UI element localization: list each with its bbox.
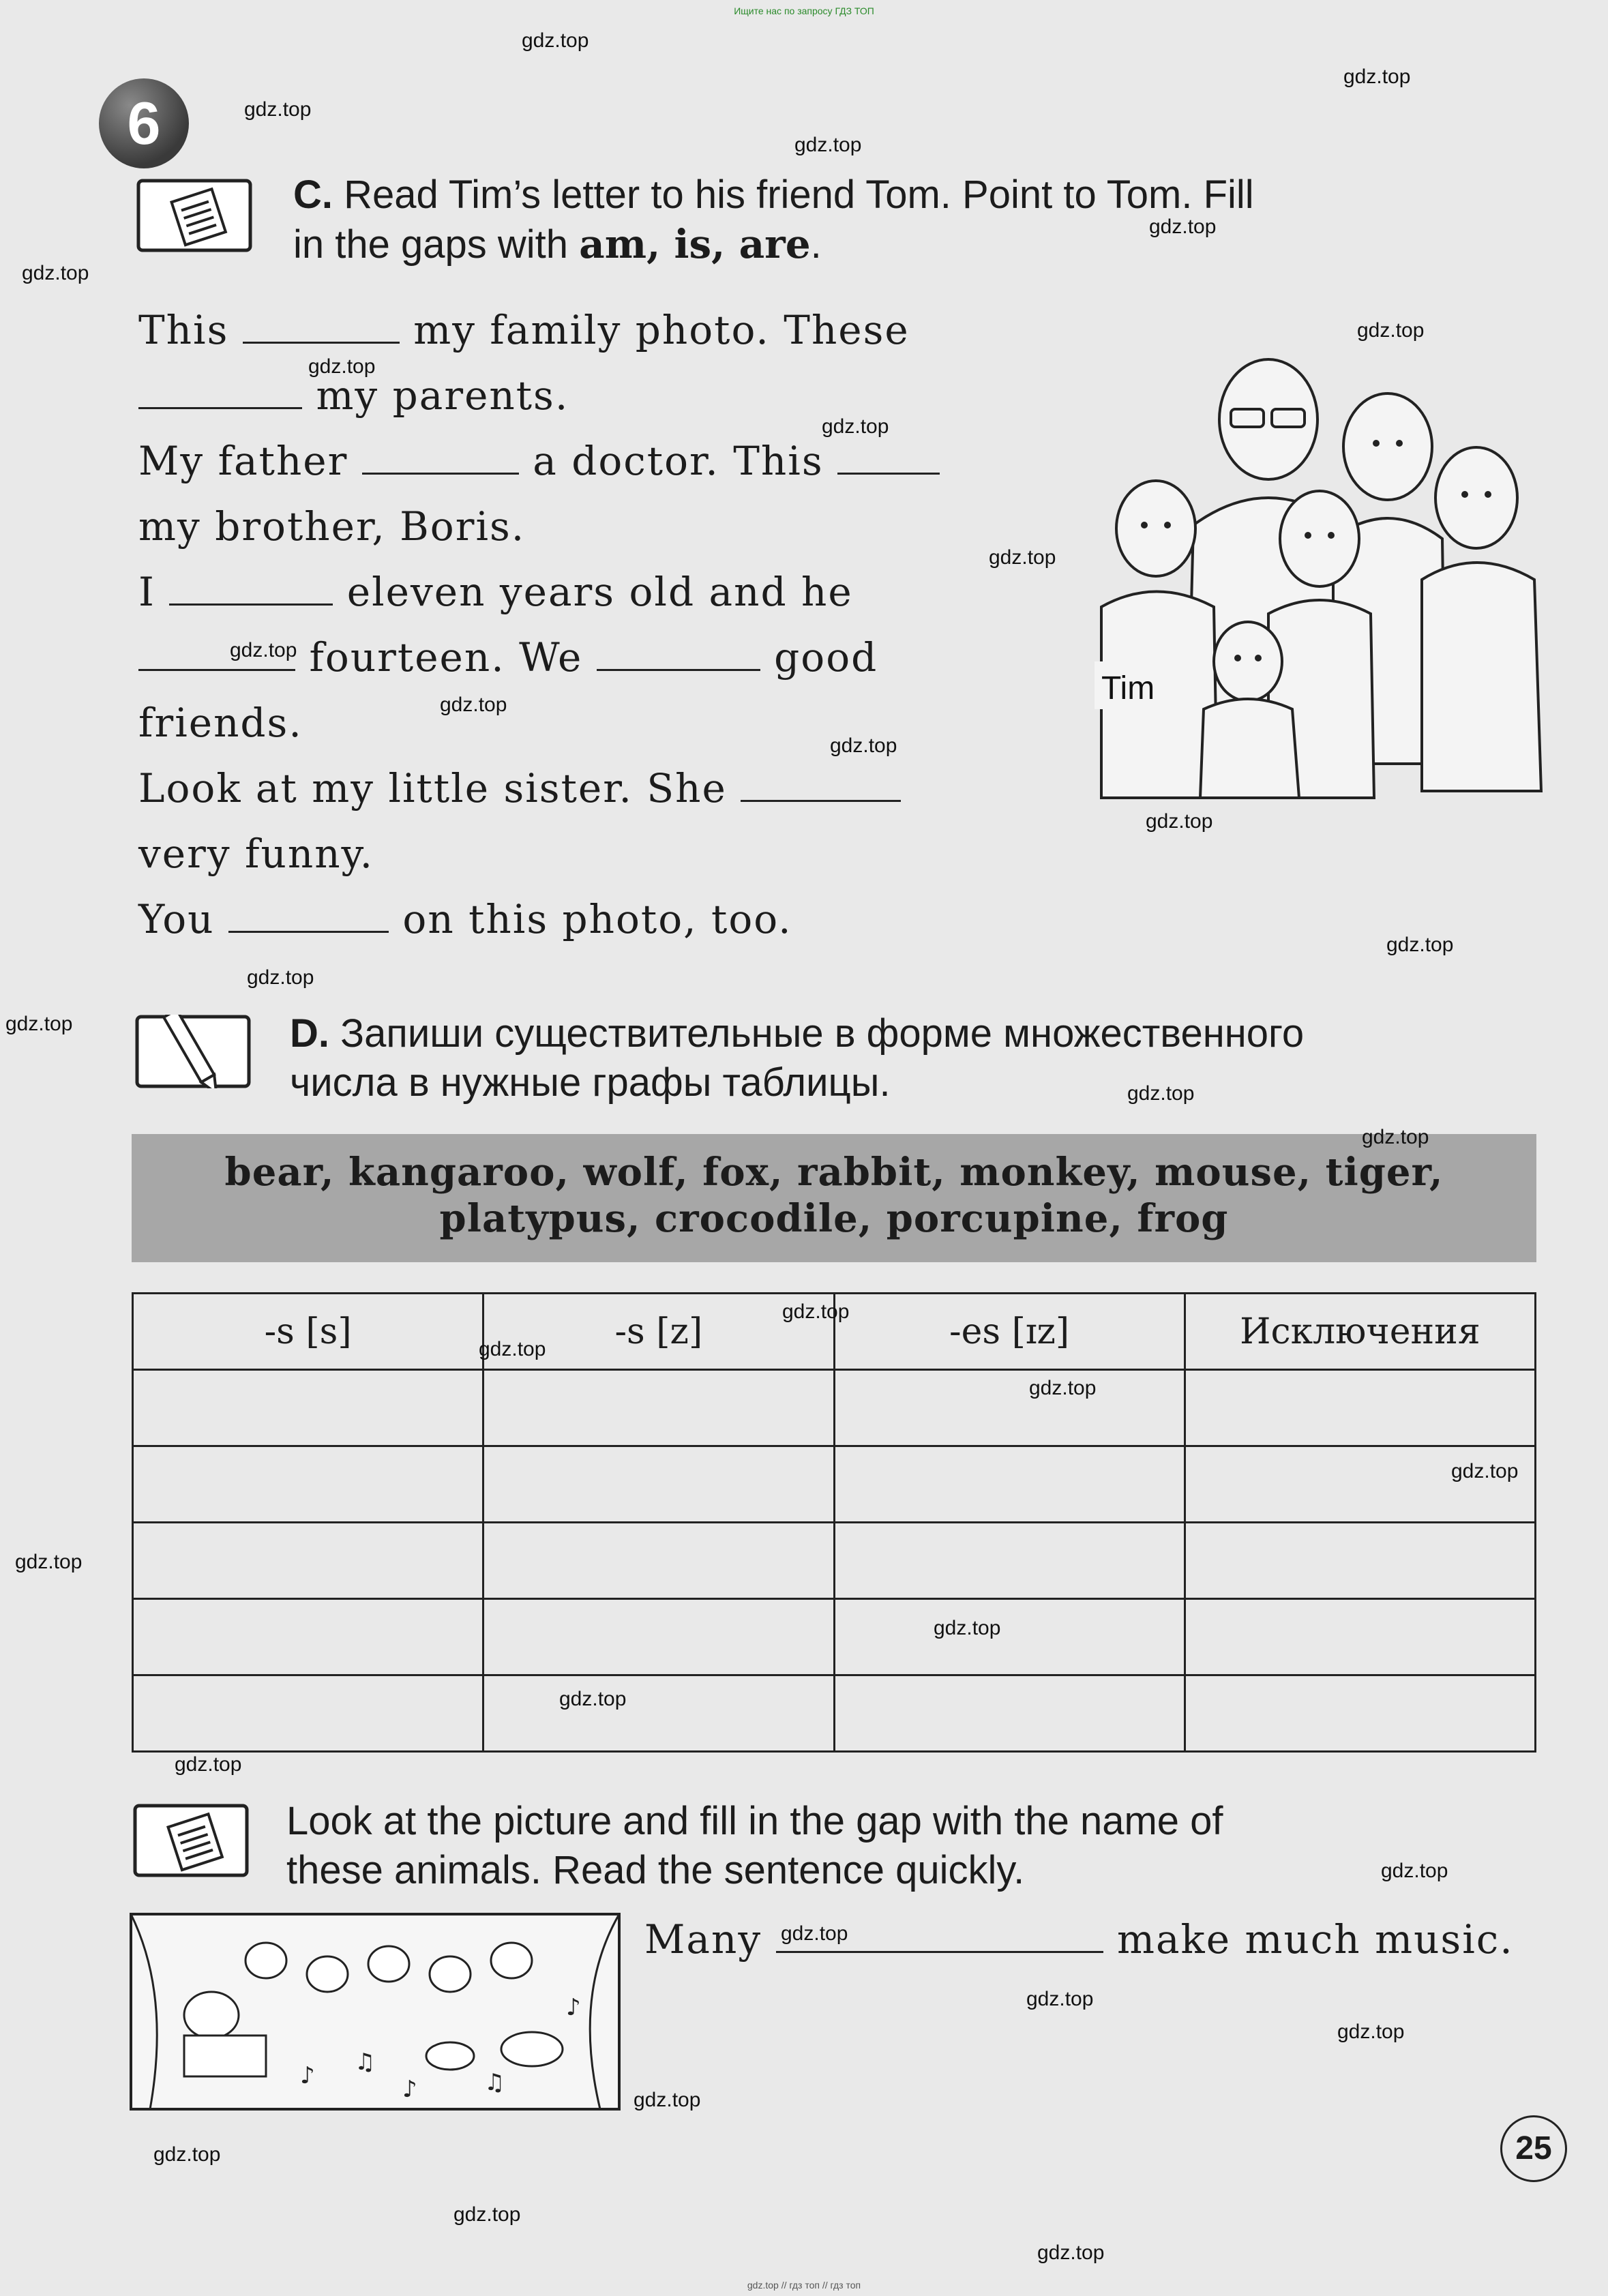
notebook-icon-2 xyxy=(133,1804,249,1877)
task-c-words: am, is, are xyxy=(579,221,811,267)
watermark: gdz.top xyxy=(822,415,889,438)
watermark: gdz.top xyxy=(1386,934,1454,956)
watermark: gdz.top xyxy=(781,1922,848,1945)
line-text: You xyxy=(138,896,215,942)
watermark: gdz.top xyxy=(22,262,89,284)
task-c-line2: in the gaps with xyxy=(293,222,569,267)
family-photo-illustration xyxy=(1064,355,1562,805)
header-s-s: -s [s] xyxy=(133,1294,483,1370)
line-text: I xyxy=(138,569,155,615)
watermark: gdz.top xyxy=(244,98,312,121)
watermark: gdz.top xyxy=(1362,1126,1429,1148)
task-c-period: . xyxy=(810,222,822,267)
watermark: gdz.top xyxy=(247,966,314,989)
gap-3[interactable] xyxy=(362,443,519,475)
table-cell[interactable] xyxy=(483,1370,834,1446)
table-cell[interactable] xyxy=(133,1446,483,1523)
notebook-icon xyxy=(136,179,252,252)
watermark: gdz.top xyxy=(453,2203,521,2226)
task-d-instruction xyxy=(290,1009,1538,1107)
letter-line-10 xyxy=(138,896,792,942)
task-c-letter: C. xyxy=(293,173,333,217)
line-text: my parents. xyxy=(316,372,569,419)
letter-line-9 xyxy=(138,831,374,877)
table-row xyxy=(133,1523,1536,1599)
gap-2[interactable] xyxy=(138,377,302,409)
table-cell[interactable] xyxy=(483,1599,834,1675)
watermark: gdz.top xyxy=(1146,810,1213,833)
watermark: gdz.top xyxy=(1343,65,1411,88)
watermark: gdz.top xyxy=(1337,2021,1405,2043)
table-row xyxy=(133,1370,1536,1446)
table-row xyxy=(133,1599,1536,1675)
line-text: on this photo, too. xyxy=(402,896,792,942)
table-cell[interactable] xyxy=(483,1446,834,1523)
watermark: gdz.top xyxy=(153,2143,221,2166)
table-cell[interactable] xyxy=(1185,1599,1535,1675)
line-text: This xyxy=(138,307,229,353)
header-s-z: -s [z] xyxy=(483,1294,834,1370)
line-text: friends. xyxy=(138,700,303,746)
header-link[interactable]: Ищите нас по запросу ГДЗ ТОП xyxy=(734,5,874,16)
line-text: good xyxy=(774,634,878,681)
table-cell[interactable] xyxy=(1185,1370,1535,1446)
table-cell[interactable] xyxy=(133,1370,483,1446)
header-exceptions: Исключения xyxy=(1185,1294,1535,1370)
watermark: gdz.top xyxy=(989,546,1056,569)
watermark: gdz.top xyxy=(1451,1460,1519,1482)
table-cell[interactable] xyxy=(133,1599,483,1675)
footer-links[interactable]: gdz.top // гдз топ // гдз топ xyxy=(747,2280,861,2291)
table-cell[interactable] xyxy=(1185,1523,1535,1599)
sentence-pre: Many xyxy=(644,1916,762,1963)
header-es-iz: -es [ɪz] xyxy=(834,1294,1185,1370)
table-row xyxy=(133,1446,1536,1523)
watermark: gdz.top xyxy=(5,1013,73,1035)
watermark: gdz.top xyxy=(1029,1377,1097,1399)
table-cell[interactable] xyxy=(834,1599,1185,1675)
svg-text:♫: ♫ xyxy=(355,2048,376,2076)
task-d-line1: Запиши существительные в форме множественного xyxy=(340,1011,1305,1056)
letter-line-5 xyxy=(138,569,853,615)
watermark: gdz.top xyxy=(15,1551,83,1573)
watermark: gdz.top xyxy=(1357,319,1425,342)
table-cell[interactable] xyxy=(483,1675,834,1752)
tim-label: Tim xyxy=(1101,670,1155,706)
watermark: gdz.top xyxy=(794,134,862,156)
letter-line-8 xyxy=(138,765,901,811)
svg-text:♫: ♫ xyxy=(484,2069,505,2096)
task-e-line2: these animals. Read the sentence quickly. xyxy=(286,1848,1025,1892)
line-text: my family photo. These xyxy=(413,307,910,353)
watermark: gdz.top xyxy=(1381,1860,1448,1882)
table-cell[interactable] xyxy=(834,1523,1185,1599)
table-row xyxy=(133,1675,1536,1752)
task-c-instruction xyxy=(293,170,1541,269)
table-cell[interactable] xyxy=(1185,1675,1535,1752)
watermark: gdz.top xyxy=(1026,1988,1094,2010)
line-text: fourteen. We xyxy=(309,634,583,681)
watermark: gdz.top xyxy=(1127,1082,1195,1105)
svg-text:♪: ♪ xyxy=(566,1994,581,2021)
unit-number-badge: 6 xyxy=(99,78,189,168)
watermark: gdz.top xyxy=(440,694,507,716)
letter-line-4 xyxy=(138,503,525,550)
line-text: my brother, Boris. xyxy=(138,503,526,550)
watermark: gdz.top xyxy=(1037,2241,1105,2264)
plural-table xyxy=(132,1292,1536,1753)
watermark: gdz.top xyxy=(479,1338,546,1360)
sentence-post: make much music. xyxy=(1116,1916,1514,1963)
letter-line-3 xyxy=(138,438,940,484)
task-d-letter: D. xyxy=(290,1011,329,1056)
line-text: My father xyxy=(138,438,348,484)
pencil-icon xyxy=(135,1015,251,1088)
svg-text:♪: ♪ xyxy=(402,2076,417,2103)
mice-band-illustration xyxy=(130,1913,621,2111)
task-e-instruction xyxy=(286,1797,1541,1895)
table-cell[interactable] xyxy=(133,1675,483,1752)
gap-8[interactable] xyxy=(741,770,901,802)
watermark: gdz.top xyxy=(308,355,376,378)
word-list-line2: platypus, crocodile, porcupine, frog xyxy=(439,1196,1229,1241)
watermark: gdz.top xyxy=(830,734,897,757)
line-text: very funny. xyxy=(138,831,374,877)
gap-5[interactable] xyxy=(169,573,333,606)
letter-line-7 xyxy=(138,700,303,746)
watermark: gdz.top xyxy=(230,639,297,661)
watermark: gdz.top xyxy=(559,1688,627,1710)
word-box xyxy=(132,1134,1536,1262)
gap-4[interactable] xyxy=(837,443,940,475)
task-d-line2: числа в нужные графы таблицы. xyxy=(290,1060,891,1105)
line-text: Look at my little sister. She xyxy=(138,765,727,811)
table-cell[interactable] xyxy=(834,1370,1185,1446)
page-number: 25 xyxy=(1500,2115,1567,2182)
table-cell[interactable] xyxy=(834,1675,1185,1752)
table-cell[interactable] xyxy=(133,1523,483,1599)
watermark: gdz.top xyxy=(1149,215,1217,238)
task-e-line1: Look at the picture and fill in the gap with the name of xyxy=(286,1799,1223,1843)
line-text: eleven years old and he xyxy=(346,569,853,615)
gap-1[interactable] xyxy=(243,312,400,344)
watermark: gdz.top xyxy=(934,1617,1001,1639)
table-cell[interactable] xyxy=(1185,1446,1535,1523)
table-cell[interactable] xyxy=(483,1523,834,1599)
watermark: gdz.top xyxy=(522,29,589,52)
letter-line-2 xyxy=(138,372,569,419)
watermark: gdz.top xyxy=(782,1300,850,1323)
line-text: a doctor. This xyxy=(533,438,824,484)
gap-7[interactable] xyxy=(597,639,760,671)
gap-9[interactable] xyxy=(228,901,389,933)
word-list-line1: bear, kangaroo, wolf, fox, rabbit, monkey, mouse, tiger, xyxy=(224,1150,1444,1195)
svg-text:♪: ♪ xyxy=(300,2062,315,2089)
task-e-sentence xyxy=(644,1916,1514,1963)
watermark: gdz.top xyxy=(634,2089,701,2111)
task-c-line1: Read Tim’s letter to his friend Tom. Point to Tom. Fill xyxy=(344,173,1254,217)
watermark: gdz.top xyxy=(175,1753,242,1776)
table-cell[interactable] xyxy=(834,1446,1185,1523)
letter-line-1 xyxy=(138,307,910,353)
